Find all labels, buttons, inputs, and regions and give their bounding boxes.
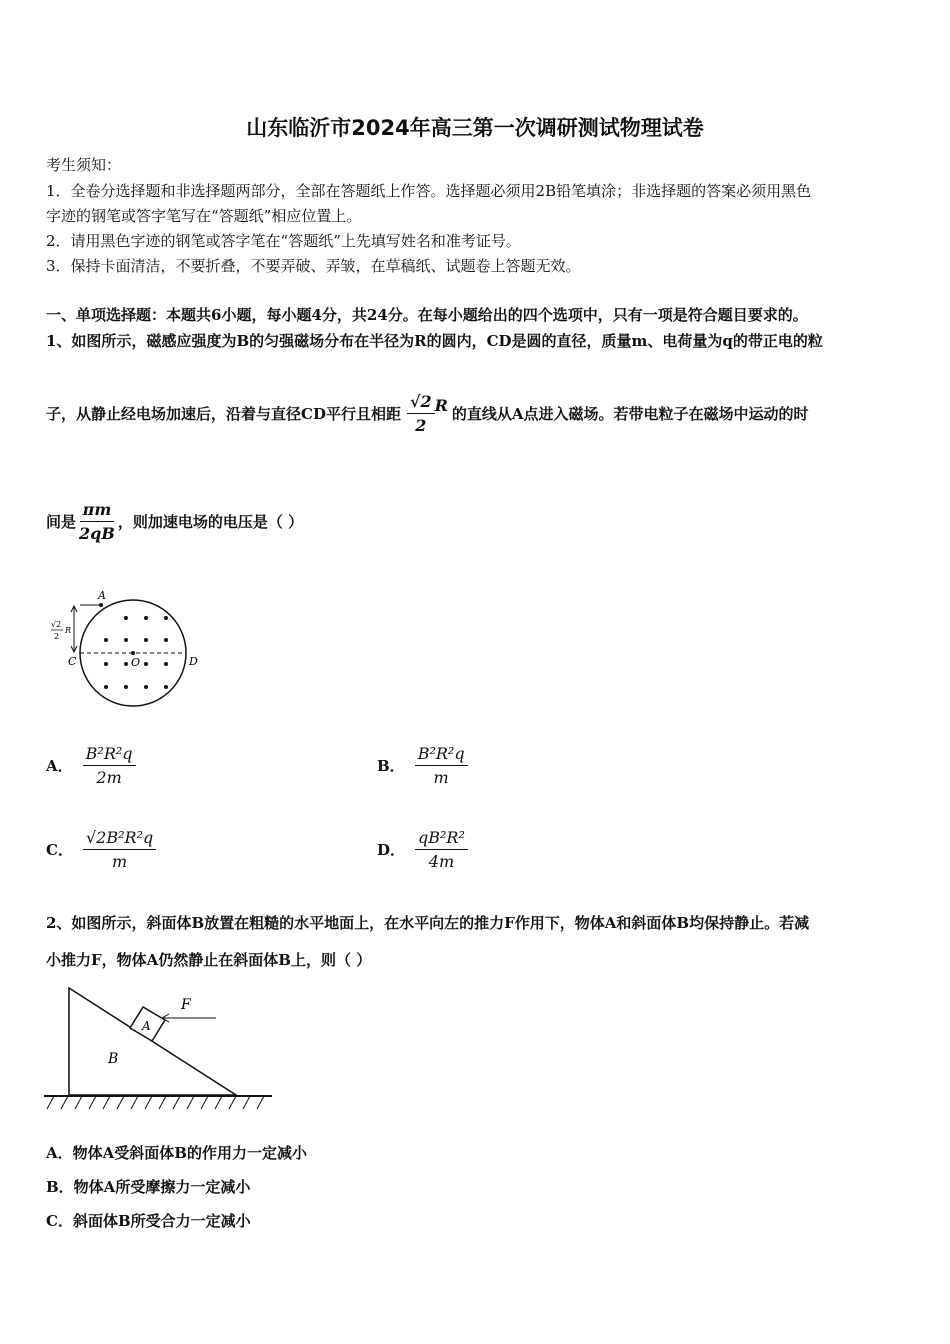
q1-option-c[interactable]	[46, 828, 156, 871]
q1-option-d[interactable]	[377, 828, 468, 871]
fraction-numerator: πm	[80, 500, 115, 522]
q2-option-c[interactable]: C．斜面体B所受合力一定减小	[46, 1212, 251, 1230]
option-letter: A．	[46, 757, 73, 775]
fraction-numerator: qB²R²	[415, 828, 468, 850]
dim-denominator: 2	[54, 632, 60, 641]
notice-item-1a: 1．全卷分选择题和非选择题两部分，全部在答题纸上作答。选择题必须用2B铅笔填涂；非选择题的答案必须用黑色	[46, 182, 812, 200]
magnetic-field-figure	[44, 585, 214, 710]
incline-figure	[44, 982, 274, 1112]
label-a: A	[98, 589, 106, 602]
q1-line-1: 1、如图所示，磁感应强度为B的匀强磁场分布在半径为R的圆内，CD是圆的直径，质量m、电荷量为q的带正电的粒	[46, 332, 823, 350]
fraction-denominator: 2qB	[79, 524, 115, 543]
q2-line-1: 2、如图所示，斜面体B放置在粗糙的水平地面上，在水平向左的推力F作用下，物体A和斜面体B均保持静止。若减	[46, 914, 810, 932]
option-letter: B．	[377, 757, 405, 775]
point-a	[99, 603, 103, 607]
fraction-numerator: B²R²q	[83, 744, 136, 766]
fraction-denominator: m	[111, 852, 128, 871]
option-letter: C．	[46, 841, 73, 859]
q1-line-2-pre: 子，从静止经电场加速后，沿着与直径CD平行且相距	[46, 405, 401, 423]
notice-item-3: 3．保持卡面清洁，不要折叠，不要弄破、弄皱，在草稿纸、试题卷上答题无效。	[46, 257, 581, 275]
q2-line-2: 小推力F，物体A仍然静止在斜面体B上，则（ ）	[46, 951, 372, 969]
q1-time-fraction	[76, 500, 118, 543]
fraction-denominator: 2m	[96, 768, 122, 787]
label-c: C	[68, 655, 77, 668]
option-fraction	[83, 828, 156, 871]
q2-option-a[interactable]: A．物体A受斜面体B的作用力一定减小	[46, 1144, 307, 1162]
q1-line-3	[46, 500, 303, 543]
label-f: F	[181, 997, 191, 1013]
option-fraction	[415, 744, 468, 787]
label-block-a: A	[142, 1019, 151, 1033]
fraction-variable: R	[434, 396, 448, 415]
q1-line-3-post: ，则加速电场的电压是（ ）	[117, 513, 304, 531]
fraction-denominator: 2	[415, 416, 427, 435]
option-fraction	[83, 744, 136, 787]
q1-line-2	[46, 392, 809, 435]
notice-item-2: 2．请用黑色字迹的钢笔或答字笔在“答题纸”上先填写姓名和准考证号。	[46, 232, 521, 250]
ground-hatching	[47, 1096, 264, 1109]
option-letter: D．	[377, 841, 406, 859]
page-title: 山东临沂市2024年高三第一次调研测试物理试卷	[246, 116, 704, 140]
label-incline-b: B	[108, 1051, 119, 1067]
label-o: O	[131, 656, 141, 669]
q1-distance-fraction	[407, 392, 435, 435]
q1-line-3-pre: 间是	[46, 513, 77, 531]
q1-option-b[interactable]	[377, 744, 468, 787]
dim-variable: R	[65, 626, 72, 635]
option-fraction	[415, 828, 468, 871]
fraction-denominator: 4m	[428, 852, 455, 871]
fraction-numerator: B²R²q	[415, 744, 468, 766]
fraction-numerator: √2B²R²q	[83, 828, 156, 850]
section-heading: 一、单项选择题：本题共6小题，每小题4分，共24分。在每小题给出的四个选项中，只有一项是符合题目要求的。	[46, 306, 808, 324]
q1-option-a[interactable]	[46, 744, 136, 787]
notice-item-1b: 字迹的钢笔或答字笔写在“答题纸”相应位置上。	[46, 207, 362, 225]
label-d: D	[189, 655, 198, 668]
dim-numerator: √2	[51, 620, 62, 629]
q1-line-2-post: 的直线从A点进入磁场。若带电粒子在磁场中运动的时	[451, 405, 809, 423]
q2-option-b[interactable]: B．物体A所受摩擦力一定减小	[46, 1178, 251, 1196]
notice-heading: 考生须知：	[46, 156, 122, 174]
fraction-denominator: m	[433, 768, 449, 787]
fraction-numerator: √2	[407, 392, 435, 414]
